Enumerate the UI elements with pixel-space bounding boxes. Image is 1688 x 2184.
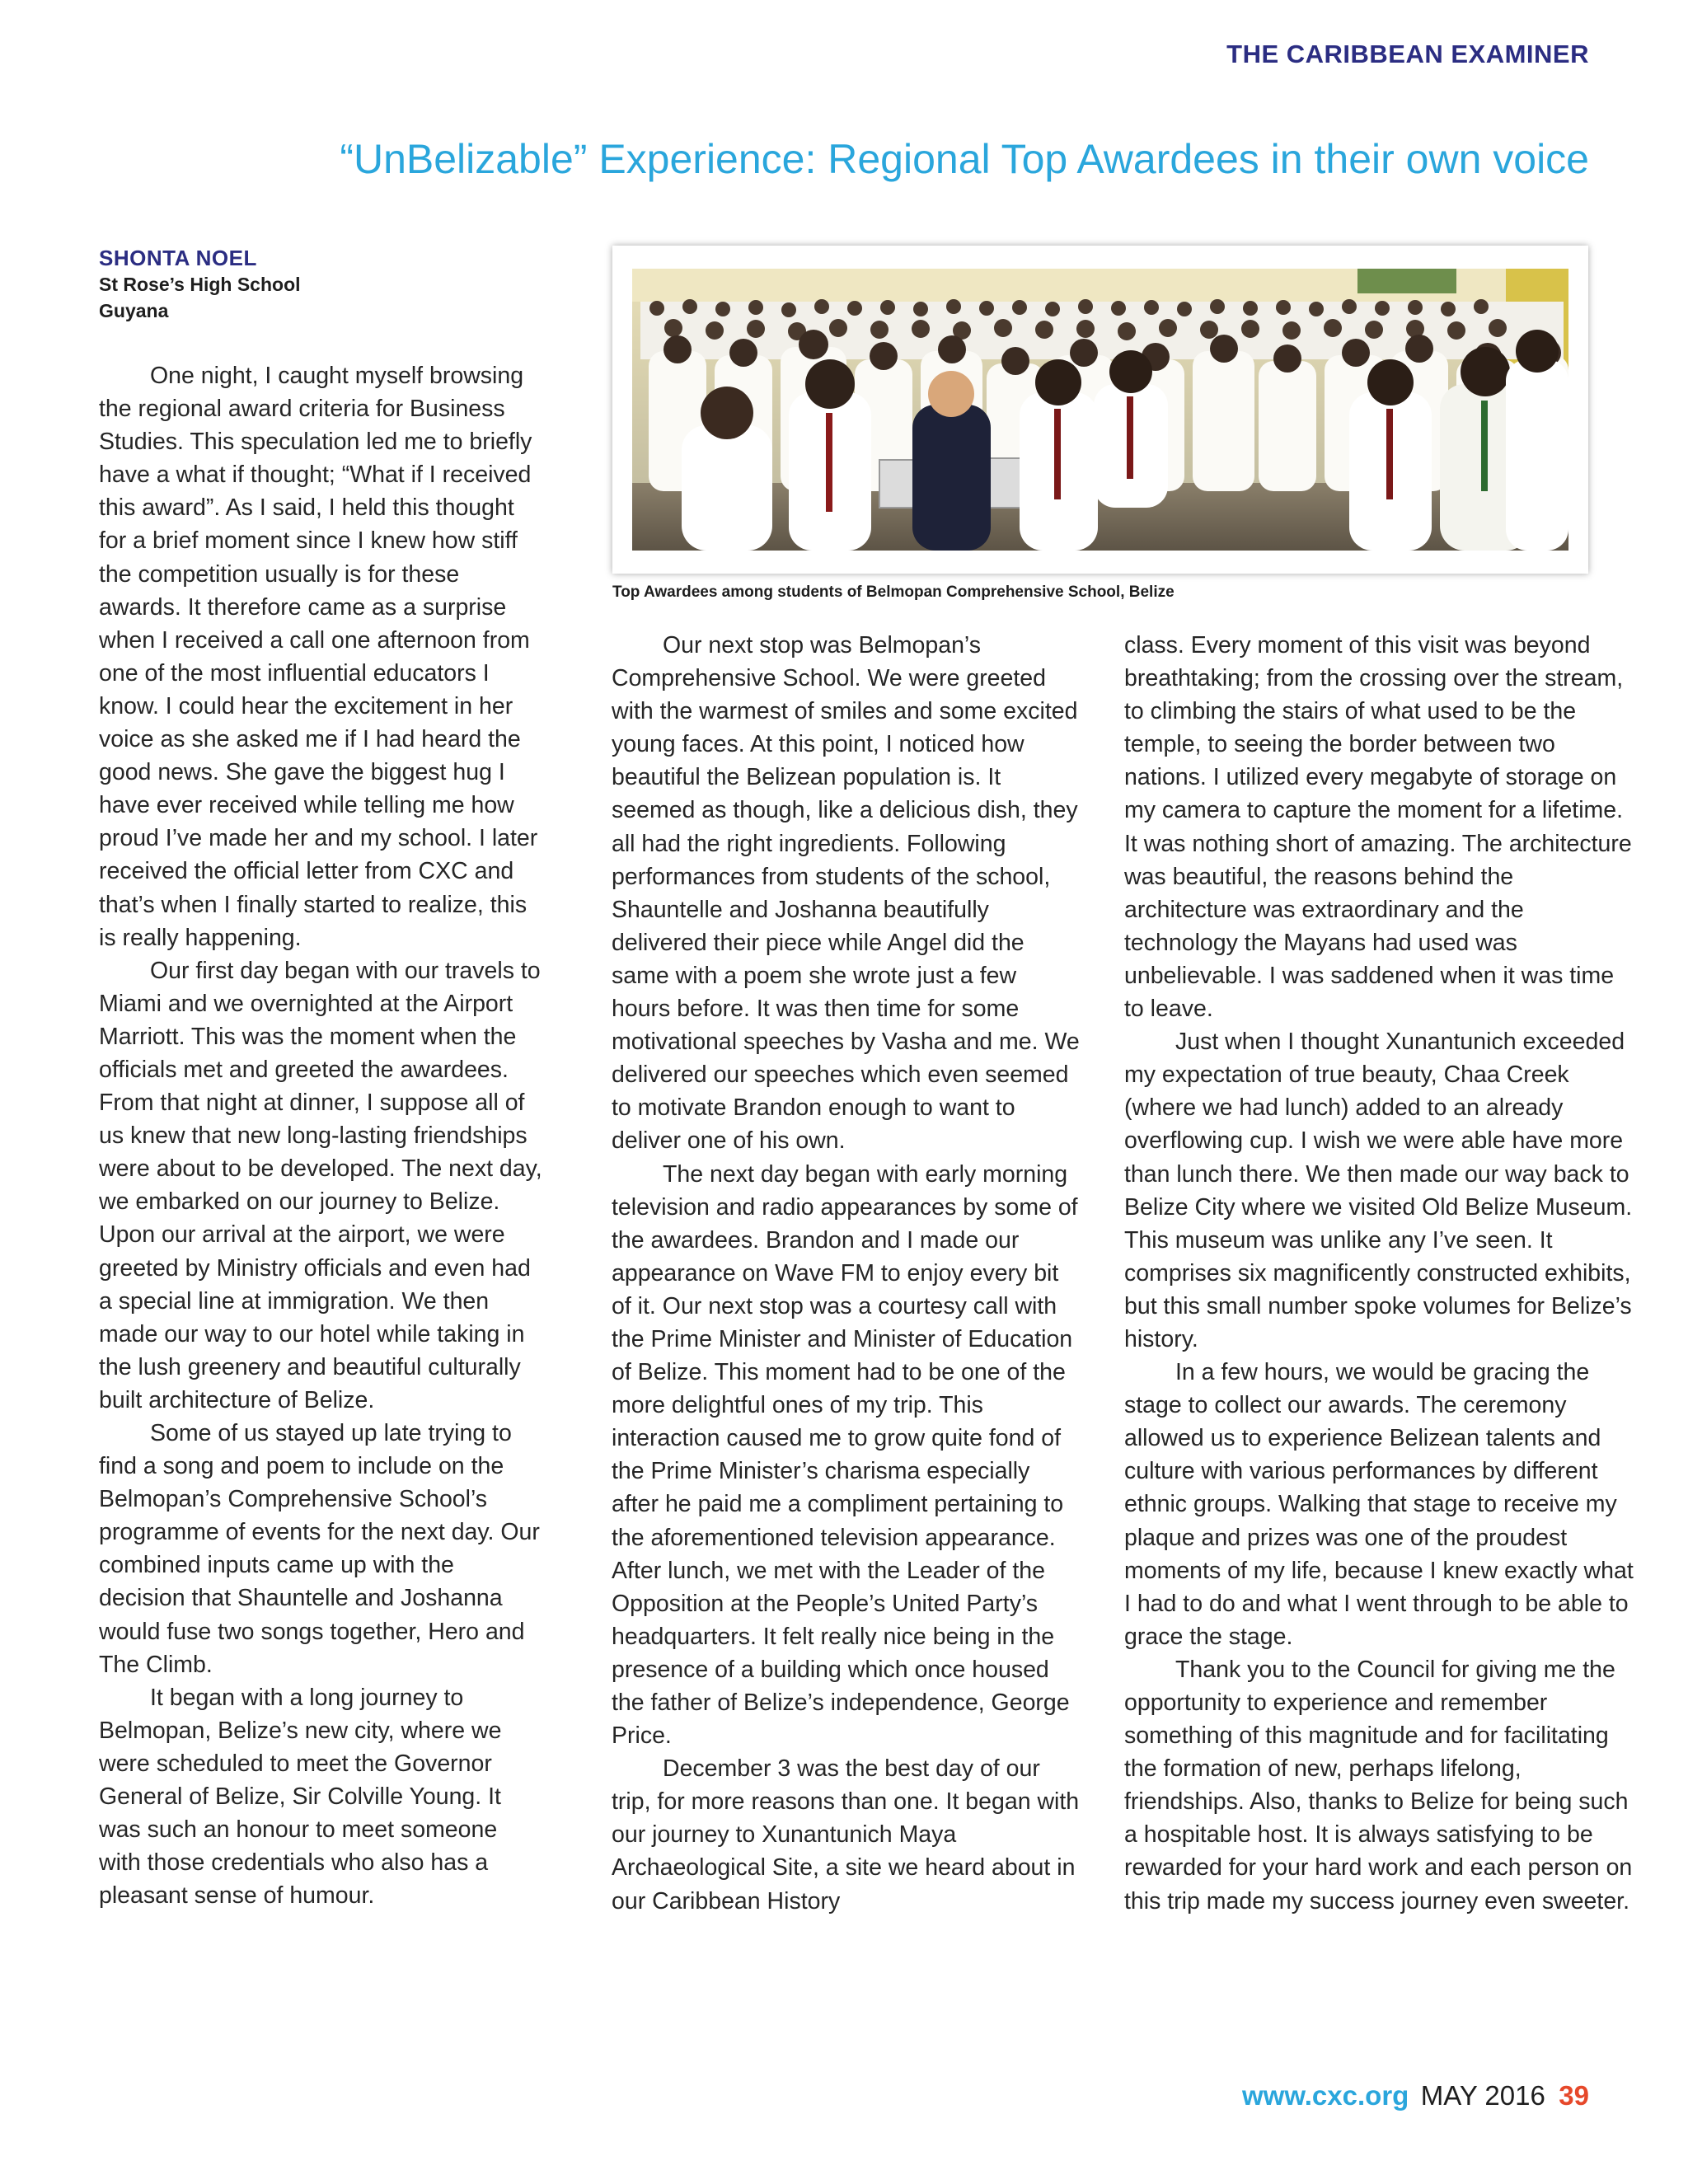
paragraph: Some of us stayed up late trying to find a song and poem to include on the Belmopan’s Comprehensive School’s programme of events for the next day. Our combined inputs came up with the decision that Shauntelle and Joshanna would fuse two songs together, Hero and The Climb. [99, 1420, 540, 1678]
article-column-1 [99, 359, 544, 1912]
author-country: Guyana [99, 300, 169, 321]
footer-date: MAY 2016 [1420, 2080, 1545, 2111]
paragraph: Our first day began with our travels to Miami and we overnighted at the Airport Marriott. This was the moment when the officials met and greeted the awardees. From that night at dinner, I suppose all of us knew that new long-lasting friendships were about to be developed. The next day, we embarked on our journey to Belize. Upon our arrival at the airport, we were greeted by Ministry officials and even had a special line at immigration. We then made our way to our hotel while taking in the lush greenery and beautiful culturally built architecture of Belize. [99, 957, 542, 1413]
author-school: St Rose’s High School [99, 274, 301, 295]
paragraph: The next day began with early morning television and radio appearances by some of the awardees. Brandon and I made our appearance on Wave FM to enjoy every bit of it. Our next stop was a courtesy call with the Prime Minister and Minister of Education of Belize. This moment had to be one of the more delightful ones of my trip. This interaction caused me to grow quite fond of the Prime Minister’s charisma especially after he paid me a compliment pertaining to the aforementioned television appearance. After lunch, we met with the Leader of the Opposition at the People’s United Party’s headquarters. It felt really nice being in the presence of a building which once housed the father of Belize’s independence, George Price. [612, 1160, 1078, 1750]
paragraph: In a few hours, we would be gracing the stage to collect our awards. The ceremony allowed us to experience Belizean talents and culture with various performances by different ethnic groups. Walking that stage to receive my plaque and prizes was one of the proudest moments of my life, because I knew exactly what I had to do and what I went through to be able to grace the stage. [1124, 1359, 1634, 1650]
photo-frame [612, 246, 1588, 574]
paragraph: Just when I thought Xunantunich exceeded my expectation of true beauty, Chaa Creek (where we had lunch) added to an already overflowing cup. I wish we were able have more than lunch there. We then made our way back to Belize City where we visited Old Belize Museum. This museum was unlike any I’ve seen. It comprises six magnificently constructed exhibits, but this small number spoke volumes for Belize’s history. [1124, 1029, 1633, 1352]
byline [99, 246, 301, 324]
page-number: 39 [1559, 2080, 1589, 2111]
paragraph: One night, I caught myself browsing the regional award criteria for Business Studies. This speculation led me to briefly have a what if thought; “What if I received this award”. As I said, I held this thought for a brief moment since I knew how stiff the competition usually is for these awards. It therefore came as a surprise when I received a call one afternoon from one of the most influential educators I know. I could hear the excitement in her voice as she asked me if I had heard the good news. She gave the biggest hug I have ever received while telling me how proud I’ve made her and my school. I later received the official letter from CXC and that’s when I finally started to realize, this is really happening. [99, 363, 538, 951]
students-photo [632, 269, 1568, 551]
footer-url[interactable]: www.cxc.org [1241, 2080, 1409, 2111]
photo-caption: Top Awardees among students of Belmopan Comprehensive School, Belize [612, 583, 1175, 601]
article-headline: “UnBelizable” Experience: Regional Top Awardees in their own voice [340, 136, 1589, 182]
paragraph: It began with a long journey to Belmopan, Belize’s new city, where we were scheduled to meet the Governor General of Belize, Sir Colville Young. It was such an honour to meet someone with those credentials who also has a pleasant sense of humour. [99, 1684, 502, 1910]
page-footer [1242, 2080, 1589, 2111]
paragraph: Thank you to the Council for giving me the opportunity to experience and remember something of this magnitude and for facilitating the formation of new, perhaps lifelong, friendships. Also, thanks to Belize for being such a hospitable host. It is always satisfying to be rewarded for your hard work and each person on this trip made my success journey even sweeter. [1124, 1656, 1633, 1915]
article-column-2 [612, 629, 1081, 1918]
author-name: SHONTA NOEL [99, 246, 257, 270]
masthead: THE CARIBBEAN EXAMINER [1226, 40, 1589, 68]
article-column-3 [1124, 629, 1635, 1918]
paragraph: December 3 was the best day of our trip, for more reasons than one. It began with our journey to Xunantunich Maya Archaeological Site, a site we heard about in our Caribbean History [612, 1755, 1080, 1915]
paragraph: class. Every moment of this visit was beyond breathtaking; from the crossing over the stream, to climbing the stairs of what used to be the temple, to seeing the border between two nations. I utilized every megabyte of storage on my camera to capture the moment for a lifetime. It was nothing short of amazing. The architecture was beautiful, the reasons behind the architecture was extraordinary and the technology the Mayans had used was unbelievable. I was saddened when it was time to leave. [1124, 632, 1632, 1023]
paragraph: Our next stop was Belmopan’s Comprehensive School. We were greeted with the warmest of smiles and some excited young faces. At this point, I noticed how beautiful the Belizean population is. It seemed as though, like a delicious dish, they all had the right ingredients. Following performances from students of the school, Shauntelle and Joshanna beautifully delivered their piece while Angel did the same with a poem she wrote just a few hours before. It was then time for some motivational speeches by Vasha and me. We delivered our speeches which even seemed to motivate Brandon enough to want to deliver one of his own. [612, 632, 1080, 1155]
